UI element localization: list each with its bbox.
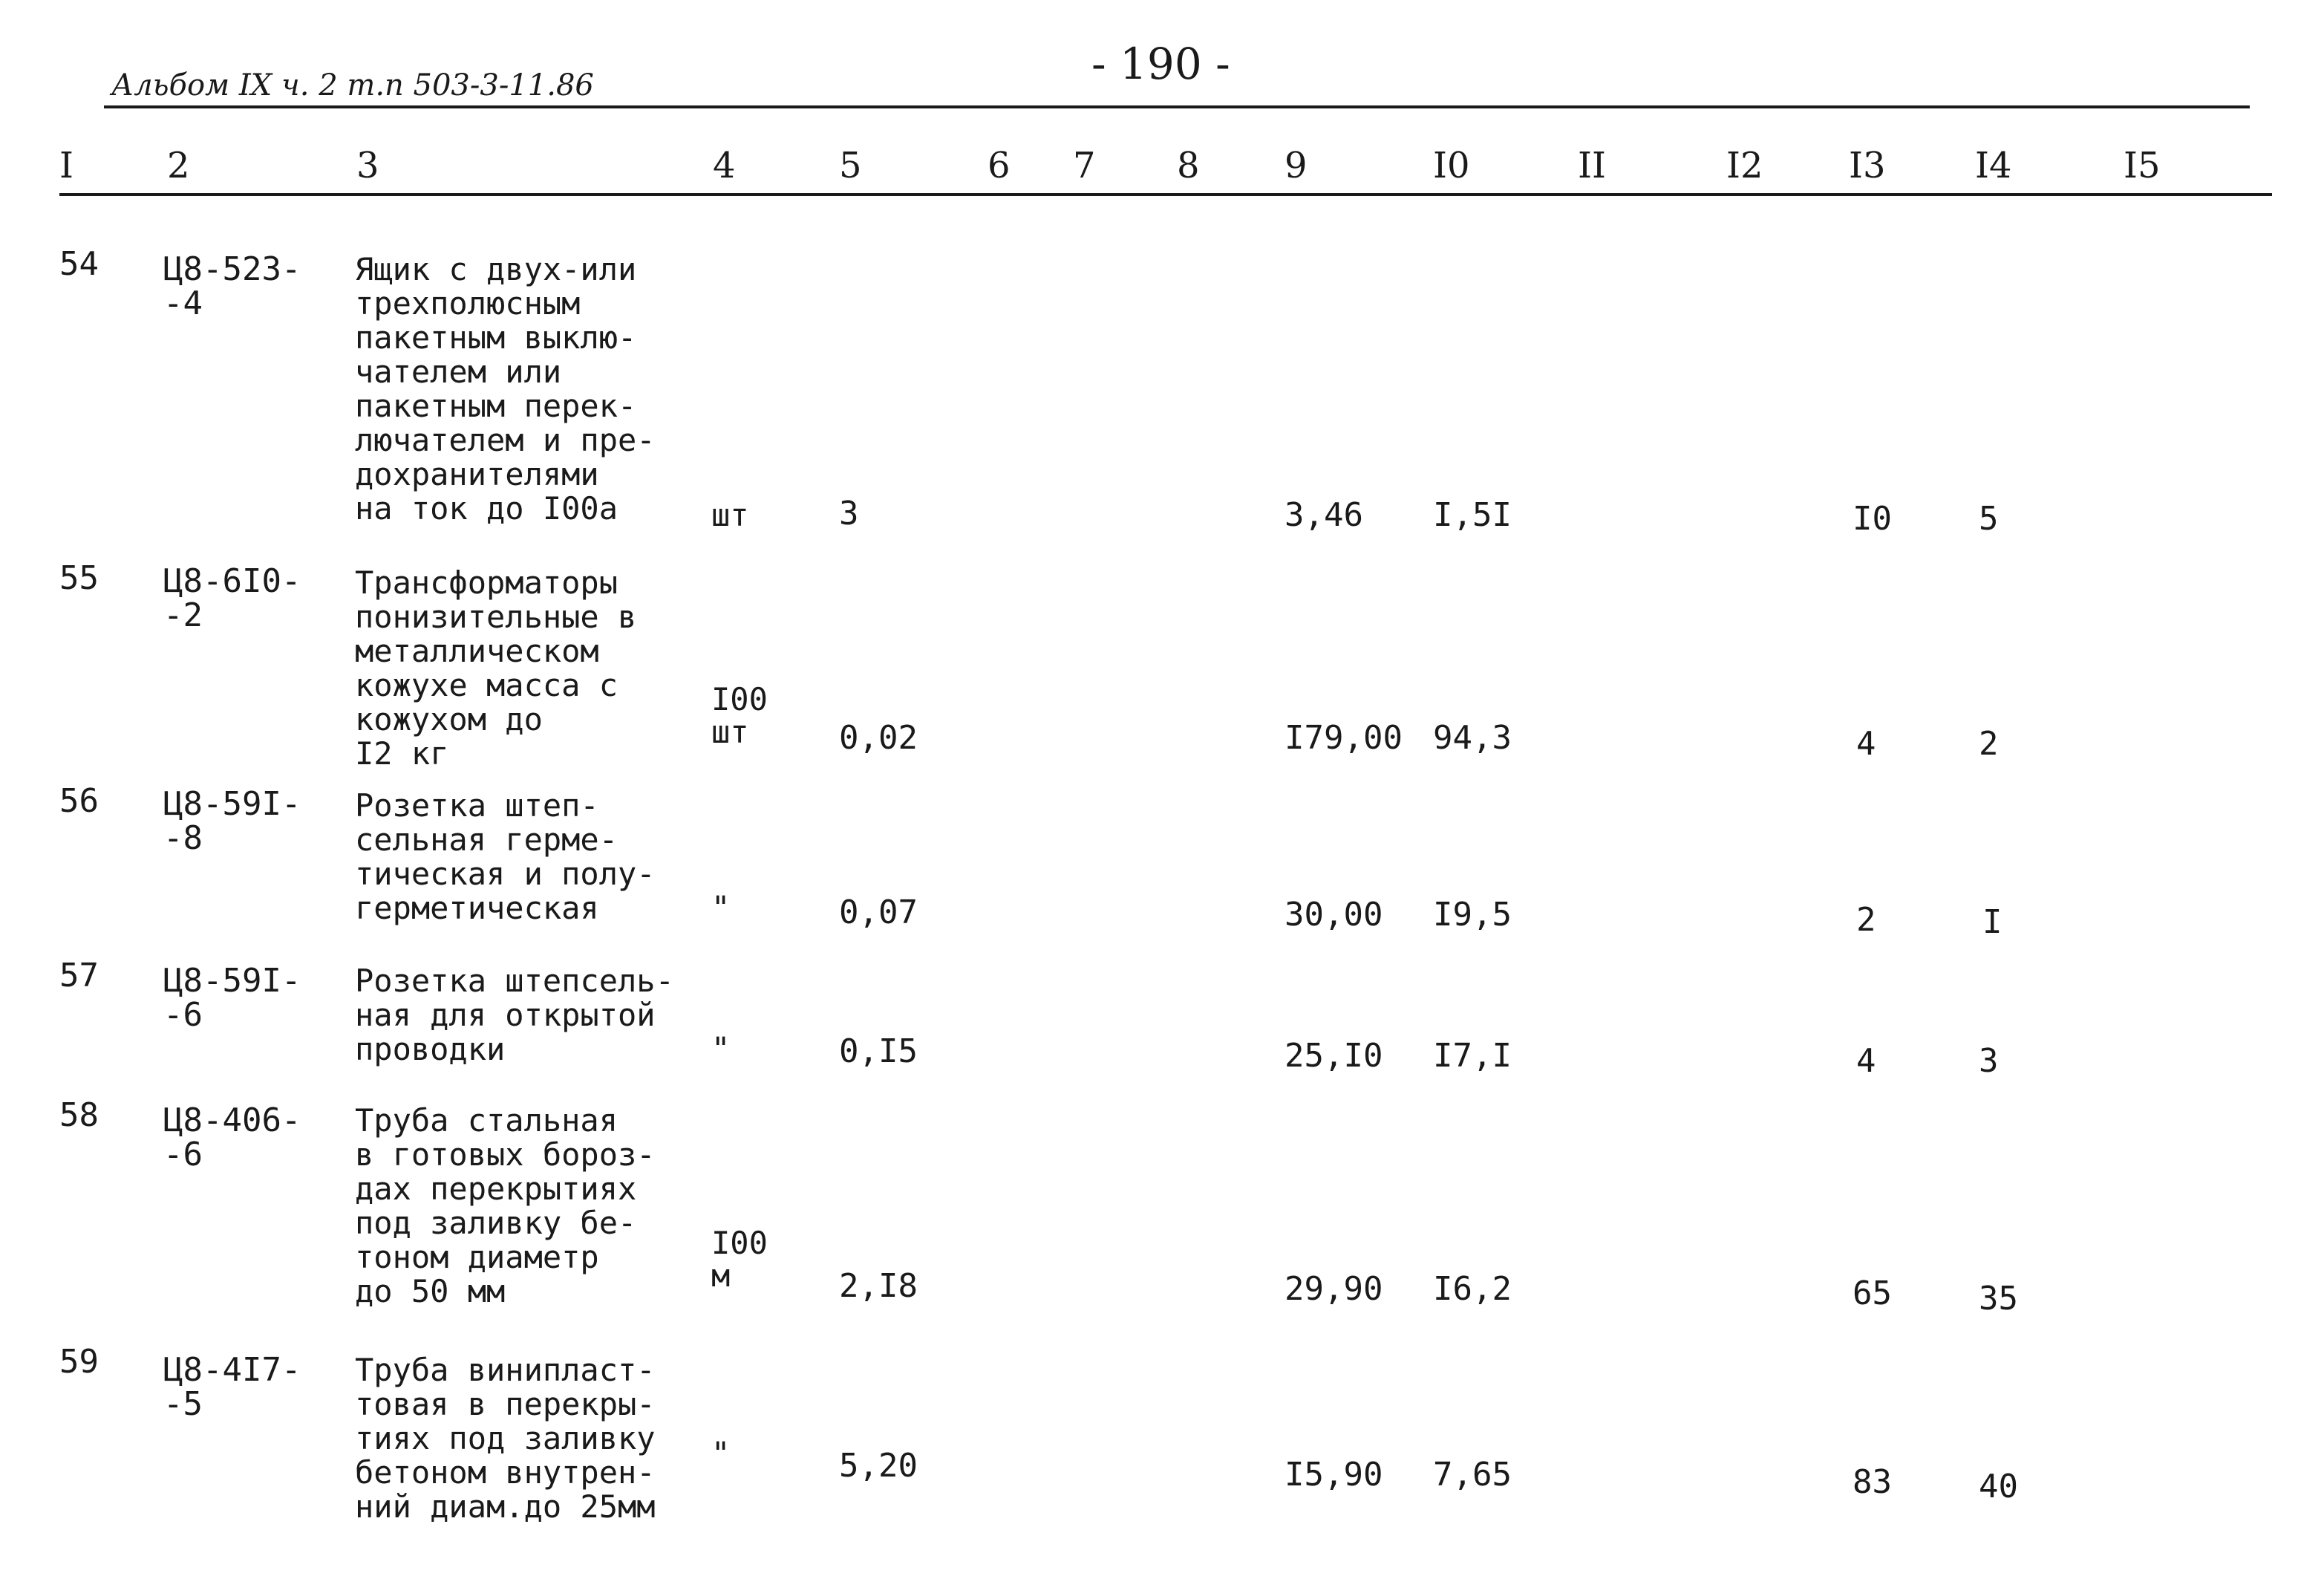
value-col-14: 40 bbox=[1979, 1468, 2018, 1505]
col-header-10: I0 bbox=[1433, 145, 1470, 186]
col-header-2: 2 bbox=[167, 145, 190, 186]
col-header-4: 4 bbox=[713, 145, 736, 186]
price-code: Ц8-59I- -8 bbox=[163, 785, 301, 857]
value-col-14: 2 bbox=[1979, 725, 1999, 763]
row-number: 58 bbox=[59, 1096, 99, 1134]
quantity: 0,I5 bbox=[839, 1032, 918, 1070]
item-description: Труба стальная в готовых бороз- дах перекрытиях под заливку бе- тоном диаметр до 50 мм bbox=[355, 1102, 656, 1309]
price-code: Ц8-59I- -6 bbox=[163, 962, 301, 1034]
col-header-5: 5 bbox=[839, 145, 862, 186]
value-col-10: I9,5 bbox=[1433, 896, 1512, 934]
value-col-14: 5 bbox=[1979, 500, 1999, 538]
quantity: 5,20 bbox=[839, 1447, 918, 1485]
unit: " bbox=[711, 1435, 731, 1471]
value-col-10: 7,65 bbox=[1433, 1456, 1512, 1494]
quantity: 2,I8 bbox=[839, 1267, 918, 1305]
row-number: 55 bbox=[59, 559, 99, 597]
value-col-9: 29,90 bbox=[1285, 1270, 1383, 1308]
quantity: 0,07 bbox=[839, 893, 918, 931]
page-number: - 190 - bbox=[1091, 39, 1230, 89]
column-header-rule bbox=[59, 193, 2272, 196]
value-col-13: 2 bbox=[1856, 901, 1876, 939]
value-col-13: 65 bbox=[1853, 1274, 1892, 1312]
quantity: 3 bbox=[839, 495, 859, 533]
unit: шт bbox=[711, 497, 749, 533]
value-col-13: I0 bbox=[1853, 500, 1892, 538]
value-col-9: I5,90 bbox=[1285, 1456, 1383, 1494]
col-header-15: I5 bbox=[2124, 145, 2161, 186]
value-col-13: 4 bbox=[1856, 1042, 1876, 1080]
col-header-12: I2 bbox=[1726, 145, 1763, 186]
value-col-9: I79,00 bbox=[1285, 719, 1403, 757]
value-col-10: I7,I bbox=[1433, 1037, 1512, 1075]
col-header-11: II bbox=[1578, 145, 1606, 186]
value-col-10: I6,2 bbox=[1433, 1270, 1512, 1308]
row-number: 57 bbox=[59, 957, 99, 994]
price-code: Ц8-523- -4 bbox=[163, 250, 301, 322]
album-note: Альбом IX ч. 2 т.п 503-3-11.86 bbox=[111, 68, 594, 102]
col-header-1: I bbox=[59, 145, 74, 186]
value-col-14: 35 bbox=[1979, 1280, 2018, 1318]
row-number: 54 bbox=[59, 245, 99, 283]
item-description: Трансформаторы понизительные в металлическом кожухе масса с кожухом до I2 кг bbox=[355, 564, 637, 772]
col-header-8: 8 bbox=[1177, 145, 1200, 186]
row-number: 56 bbox=[59, 782, 99, 820]
col-header-7: 7 bbox=[1073, 145, 1096, 186]
price-code: Ц8-406- -6 bbox=[163, 1101, 301, 1173]
price-code: Ц8-6I0- -2 bbox=[163, 562, 301, 634]
unit: I00 шт bbox=[711, 681, 768, 750]
value-col-14: I bbox=[1982, 903, 2003, 941]
header-rule bbox=[104, 105, 2250, 108]
unit: " bbox=[711, 1030, 731, 1067]
unit: I00 м bbox=[711, 1225, 768, 1294]
col-header-6: 6 bbox=[988, 145, 1011, 186]
value-col-13: 4 bbox=[1856, 725, 1876, 763]
item-description: Ящик с двух-или трехполюсным пакетным выклю- чателем или пакетным перек- лючателем и пре- дохранителями на ток до I00а bbox=[355, 251, 656, 527]
value-col-9: 30,00 bbox=[1285, 896, 1383, 934]
col-header-9: 9 bbox=[1285, 145, 1308, 186]
value-col-9: 3,46 bbox=[1285, 496, 1363, 534]
unit: " bbox=[711, 889, 731, 925]
value-col-14: 3 bbox=[1979, 1042, 1999, 1080]
quantity: 0,02 bbox=[839, 719, 918, 757]
value-col-10: 94,3 bbox=[1433, 719, 1512, 757]
col-header-3: 3 bbox=[356, 145, 379, 186]
value-col-10: I,5I bbox=[1433, 496, 1512, 534]
item-description: Розетка штепсель- ная для открытой проводки bbox=[355, 963, 674, 1067]
col-header-13: I3 bbox=[1849, 145, 1886, 186]
item-description: Труба винипласт- товая в перекры- тиях под заливку бетоном внутрен- ний диам.до 25мм bbox=[355, 1352, 656, 1525]
value-col-13: 83 bbox=[1853, 1463, 1892, 1501]
item-description: Розетка штеп- сельная герме- тическая и полу- герметическая bbox=[355, 787, 656, 926]
value-col-9: 25,I0 bbox=[1285, 1037, 1383, 1075]
col-header-14: I4 bbox=[1975, 145, 2012, 186]
row-number: 59 bbox=[59, 1343, 99, 1381]
price-code: Ц8-4I7- -5 bbox=[163, 1351, 301, 1423]
